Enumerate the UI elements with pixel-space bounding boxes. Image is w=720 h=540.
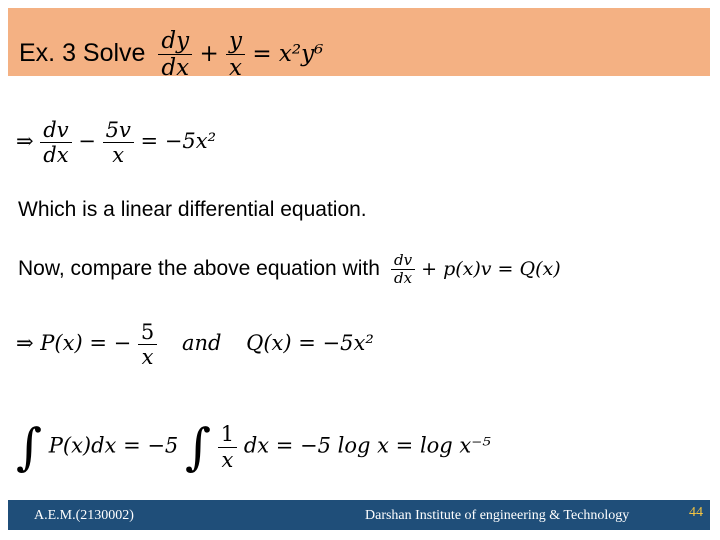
example-title: Ex. 3 Solve $\frac{dy}{dx}$ + $\frac{y}{x}$ = x²y⁶ xyxy=(19,28,324,82)
step1-rhs: = −5x² xyxy=(140,129,217,154)
title-bar xyxy=(8,8,710,82)
compare-text: Now, compare the above equation with xyxy=(18,256,380,280)
page-number: 44 xyxy=(689,505,703,520)
step1-equation: ⇒ $\frac{dv}{dx}$ − $\frac{5v}{x}$ = −5x² xyxy=(16,118,217,168)
footer-bar xyxy=(8,500,710,530)
compare-rhs: + p(x)v = Q(x) xyxy=(421,257,561,280)
integral-lhs: P(x)dx = −5 xyxy=(48,433,179,458)
1-over-x-fraction: $\frac{1}{x}$ xyxy=(218,422,237,471)
compare-line xyxy=(18,252,561,288)
5v-over-x-fraction: $\frac{5v}{x}$ xyxy=(103,118,134,167)
linear-statement: Which is a linear differential equation. xyxy=(18,198,367,221)
dy-dx-fraction: $\frac{dy}{dx}$ xyxy=(158,28,192,82)
title-rhs: = x²y⁶ xyxy=(252,40,324,67)
5-over-x-fraction: $\frac{5}{x}$ xyxy=(138,320,157,369)
title-text: Ex. 3 Solve xyxy=(19,38,146,67)
course-code: A.E.M.(2130002) xyxy=(34,508,134,523)
integral-sign-icon-2: ∫ xyxy=(185,418,212,476)
integral-rhs: dx = −5 log x = log x⁻⁵ xyxy=(243,433,491,458)
q-of-x: Q(x) = −5x² xyxy=(246,331,374,356)
and-word: and xyxy=(181,331,222,356)
implies-arrow: ⇒ xyxy=(16,129,34,154)
dv-dx-fraction: $\frac{dv}{dx}$ xyxy=(40,118,71,167)
institute-name: Darshan Institute of engineering & Technology xyxy=(365,508,630,523)
integral-sign-icon: ∫ xyxy=(16,418,43,476)
y-over-x-fraction: $\frac{y}{x}$ xyxy=(226,28,245,82)
step3-equation xyxy=(16,418,491,476)
dv-dx-small-fraction: $\frac{dv}{dx}$ xyxy=(391,252,415,288)
p-of-x-lhs: P(x) = − xyxy=(40,331,132,356)
step2-equation: ⇒ P(x) = − $\frac{5}{x}$ and Q(x) = −5x² xyxy=(16,320,374,370)
